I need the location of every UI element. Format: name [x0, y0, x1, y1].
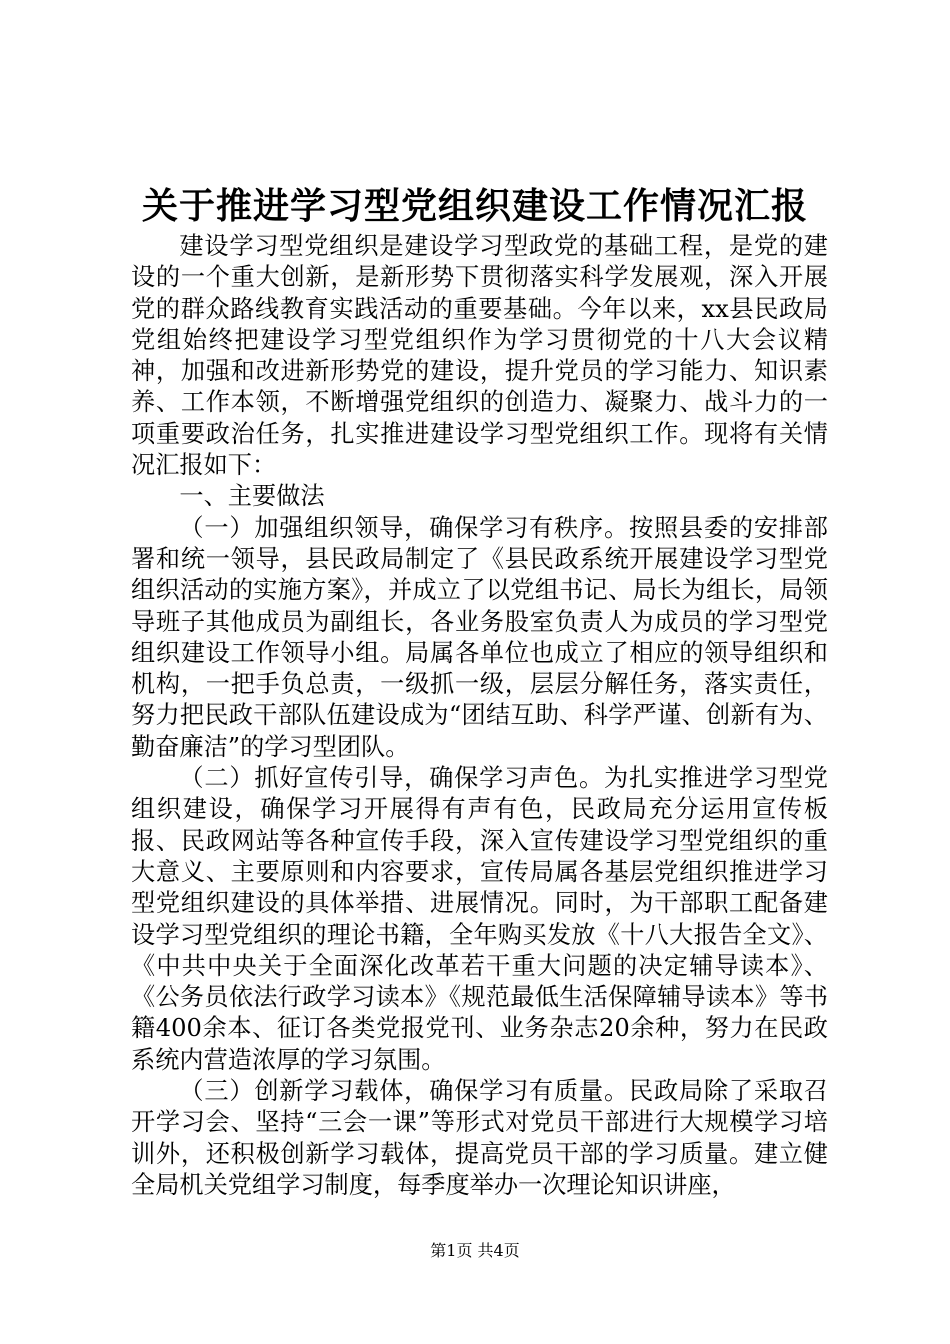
paragraph-section-3: （三）创新学习载体，确保学习有质量。民政局除了采取召开学习会、坚持“三会一课”等形式对党员干部进行大规模学习培训外，还积极创新学习载体，提高党员干部的学习质量。建立健全局机关党组学习制度，每季度举办一次理论知识讲座， — [131, 1077, 828, 1199]
document-title: 关于推进学习型党组织建设工作情况汇报 — [141, 185, 808, 227]
paragraph-section-1: （一）加强组织领导，确保学习有秩序。按照县委的安排部署和统一领导，县民政局制定了《县民政系统开展建设学习型党组织活动的实施方案》，并成立了以党组书记、局长为组长，局领导班子其他成员为副组长，各业务股室负责人为成员的学习型党组织建设工作领导小组。局属各单位也成立了相应的领导组织和机构，一把手负总责，一级抓一级，层层分解任务，落实责任，努力把民政干部队伍建设成为“团结互助、科学严谨、创新有为、勤奋廉洁”的学习型团队。 — [131, 513, 828, 761]
document-body — [131, 231, 828, 1201]
page-number-footer: 第1页 共4页 — [430, 1241, 520, 1260]
section-heading-main-practices: 一、主要做法 — [179, 482, 325, 511]
paragraph-section-2: （二）抓好宣传引导，确保学习声色。为扎实推进学习型党组织建设，确保学习开展得有声有色，民政局充分运用宣传板报、民政网站等各种宣传手段，深入宣传建设学习型党组织的重大意义、主要原则和内容要求，宣传局属各基层党组织推进学习型党组织建设的具体举措、进展情况。同时，为干部职工配备建设学习型党组织的理论书籍，全年购买发放《十八大报告全文》、《中共中央关于全面深化改革若干重大问题的决定辅导读本》、《公务员依法行政学习读本》《规范最低生活保障辅导读本》等书籍400余本、征订各类党报党刊、业务杂志20余种，努力在民政系统内营造浓厚的学习氛围。 — [131, 764, 828, 1074]
paragraph-intro: 建设学习型党组织是建设学习型政党的基础工程，是党的建设的一个重大创新，是新形势下贯彻落实科学发展观，深入开展党的群众路线教育实践活动的重要基础。今年以来，xx县民政局党组始终把建设学习型党组织作为学习贯彻党的十八大会议精神，加强和改进新形势党的建设，提升党员的学习能力、知识素养、工作本领，不断增强党组织的创造力、凝聚力、战斗力的一项重要政治任务，扎实推进建设学习型党组织工作。现将有关情况汇报如下： — [131, 232, 828, 480]
